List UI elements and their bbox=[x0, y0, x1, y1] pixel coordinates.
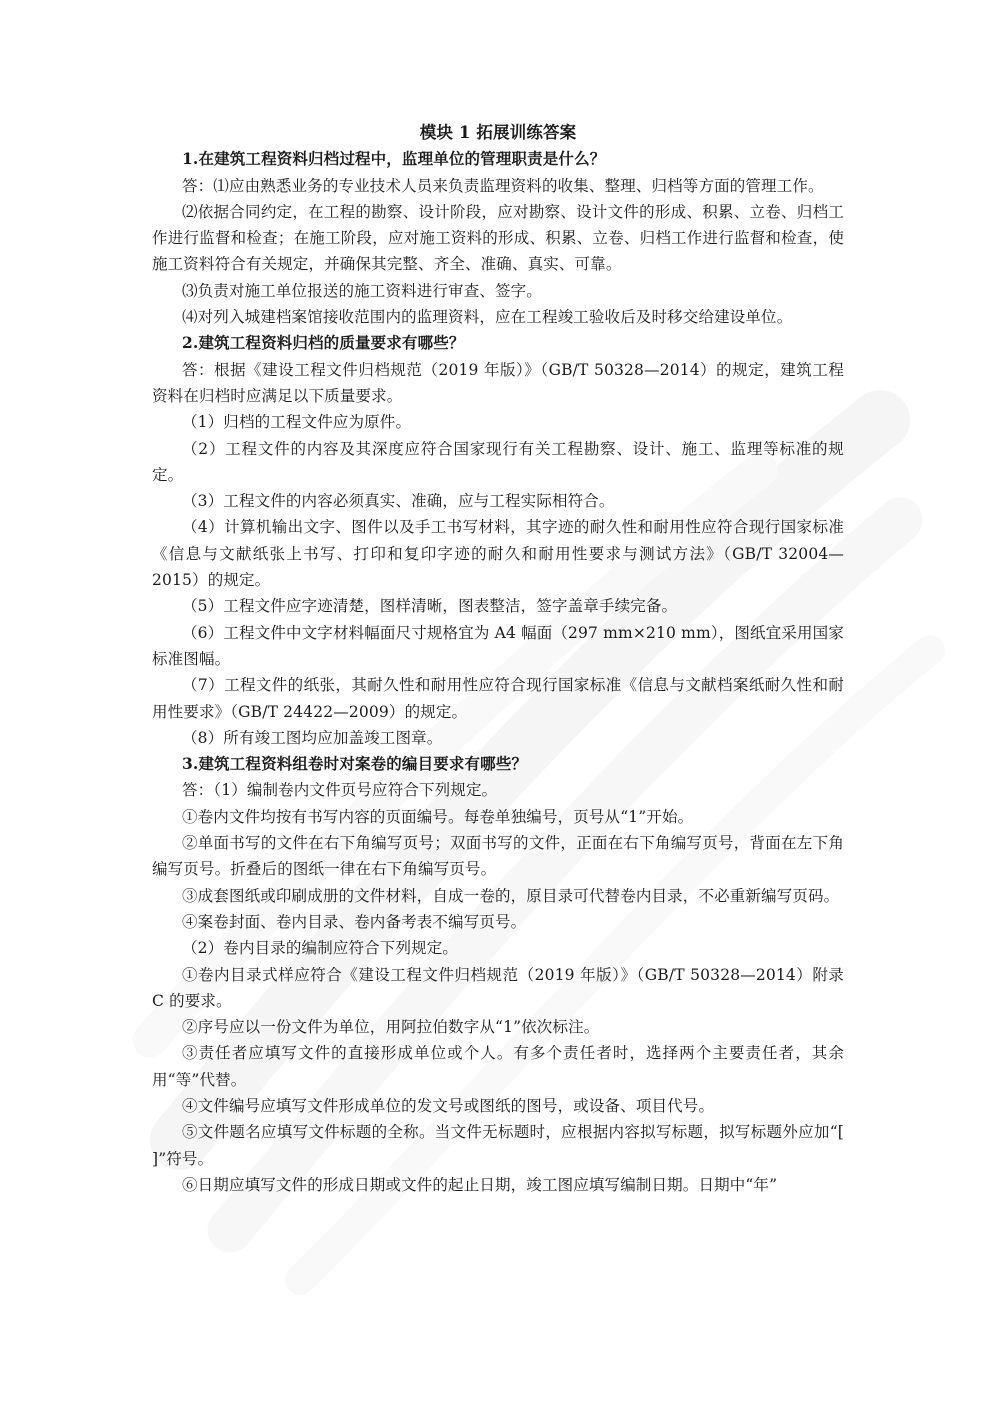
answer-paragraph: （4）计算机输出文字、图件以及手工书写材料，其字迹的耐久性和耐用性应符合现行国家标准《信息与文献纸张上书写、打印和复印字迹的耐久和耐用性要求与测试方法》（GB/T 32004—2015）的规定。 bbox=[152, 518, 844, 590]
question-heading: 2.建筑工程资料归档的质量要求有哪些？ bbox=[182, 333, 465, 353]
answer-paragraph: ⑥日期应填写文件的形成日期或文件的起止日期，竣工图应填写编制日期。日期中“年” bbox=[182, 1175, 778, 1194]
answer-paragraph: （5）工程文件应字迹清楚，图样清晰，图表整洁，签字盖章手续完备。 bbox=[182, 597, 678, 616]
answer-paragraph: （2）卷内目录的编制应符合下列规定。 bbox=[182, 939, 459, 958]
answer-paragraph: ⑶负责对施工单位报送的施工资料进行审查、签字。 bbox=[182, 281, 542, 300]
answer-paragraph: ①卷内目录式样应符合《建设工程文件归档规范（2019 年版）》（GB/T 50328—2014）附录 C 的要求。 bbox=[152, 965, 844, 1010]
question-heading: 1.在建筑工程资料归档过程中，监理单位的管理职责是什么？ bbox=[182, 149, 606, 169]
answer-paragraph: （3）工程文件的内容必须真实、准确，应与工程实际相符合。 bbox=[182, 492, 615, 511]
answer-paragraph: ④文件编号应填写文件形成单位的发文号或图纸的图号，或设备、项目代号。 bbox=[182, 1096, 715, 1115]
answer-paragraph: （6）工程文件中文字材料幅面尺寸规格宜为 A4 幅面（297 mm×210 mm），图纸宜采用国家标准图幅。 bbox=[152, 623, 844, 668]
paragraph-list bbox=[152, 146, 844, 1198]
document-content bbox=[152, 120, 844, 1198]
answer-paragraph: ③成套图纸或印刷成册的文件材料，自成一卷的，原目录可代替卷内目录，不必重新编写页码。 bbox=[182, 886, 840, 905]
answer-paragraph: 答：（1）编制卷内文件页号应符合下列规定。 bbox=[182, 781, 498, 800]
page-title: 模块 1 拓展训练答案 bbox=[419, 123, 577, 142]
answer-paragraph: ⑵依据合同约定，在工程的勘察、设计阶段，应对勘察、设计文件的形成、积累、立卷、归档工作进行监督和检查；在施工阶段，应对施工资料的形成、积累、立卷、归档工作进行监督和检查，使施工资料符合有关规定，并确保其完整、齐全、准确、真实、可靠。 bbox=[152, 202, 844, 274]
answer-paragraph: ④案卷封面、卷内目录、卷内备考表不编写页号。 bbox=[182, 912, 527, 931]
answer-paragraph: （1）归档的工程文件应为原件。 bbox=[182, 413, 412, 432]
answer-paragraph: ⑷对列入城建档案馆接收范围内的监理资料，应在工程竣工验收后及时移交给建设单位。 bbox=[182, 308, 793, 327]
answer-paragraph: （7）工程文件的纸张，其耐久性和耐用性应符合现行国家标准《信息与文献档案纸耐久性和耐用性要求》（GB/T 24422—2009）的规定。 bbox=[152, 676, 844, 721]
answer-paragraph: ②单面书写的文件在右下角编写页号；双面书写的文件，正面在右下角编写页号，背面在左下角编写页号。折叠后的图纸一律在右下角编写页号。 bbox=[152, 834, 844, 879]
answer-paragraph: ⑤文件题名应填写文件标题的全称。当文件无标题时，应根据内容拟写标题，拟写标题外应加“[ ]”符号。 bbox=[152, 1123, 844, 1168]
question-heading: 3.建筑工程资料组卷时对案卷的编目要求有哪些？ bbox=[182, 754, 528, 774]
answer-paragraph: （8）所有竣工图均应加盖竣工图章。 bbox=[182, 728, 443, 747]
answer-paragraph: ②序号应以一份文件为单位，用阿拉伯数字从“1”依次标注。 bbox=[182, 1018, 600, 1037]
answer-paragraph: 答：⑴应由熟悉业务的专业技术人员来负责监理资料的收集、整理、归档等方面的管理工作。 bbox=[182, 176, 824, 195]
answer-paragraph: ③责任者应填写文件的直接形成单位或个人。有多个责任者时，选择两个主要责任者，其余用“等”代替。 bbox=[152, 1044, 844, 1089]
answer-paragraph: ①卷内文件均按有书写内容的页面编号。每卷单独编号，页号从“1”开始。 bbox=[182, 807, 694, 826]
answer-paragraph: 答：根据《建设工程文件归档规范（2019 年版）》（GB/T 50328—2014）的规定，建筑工程资料在归档时应满足以下质量要求。 bbox=[152, 360, 844, 405]
answer-paragraph: （2）工程文件的内容及其深度应符合国家现行有关工程勘察、设计、施工、监理等标准的规定。 bbox=[152, 439, 844, 484]
